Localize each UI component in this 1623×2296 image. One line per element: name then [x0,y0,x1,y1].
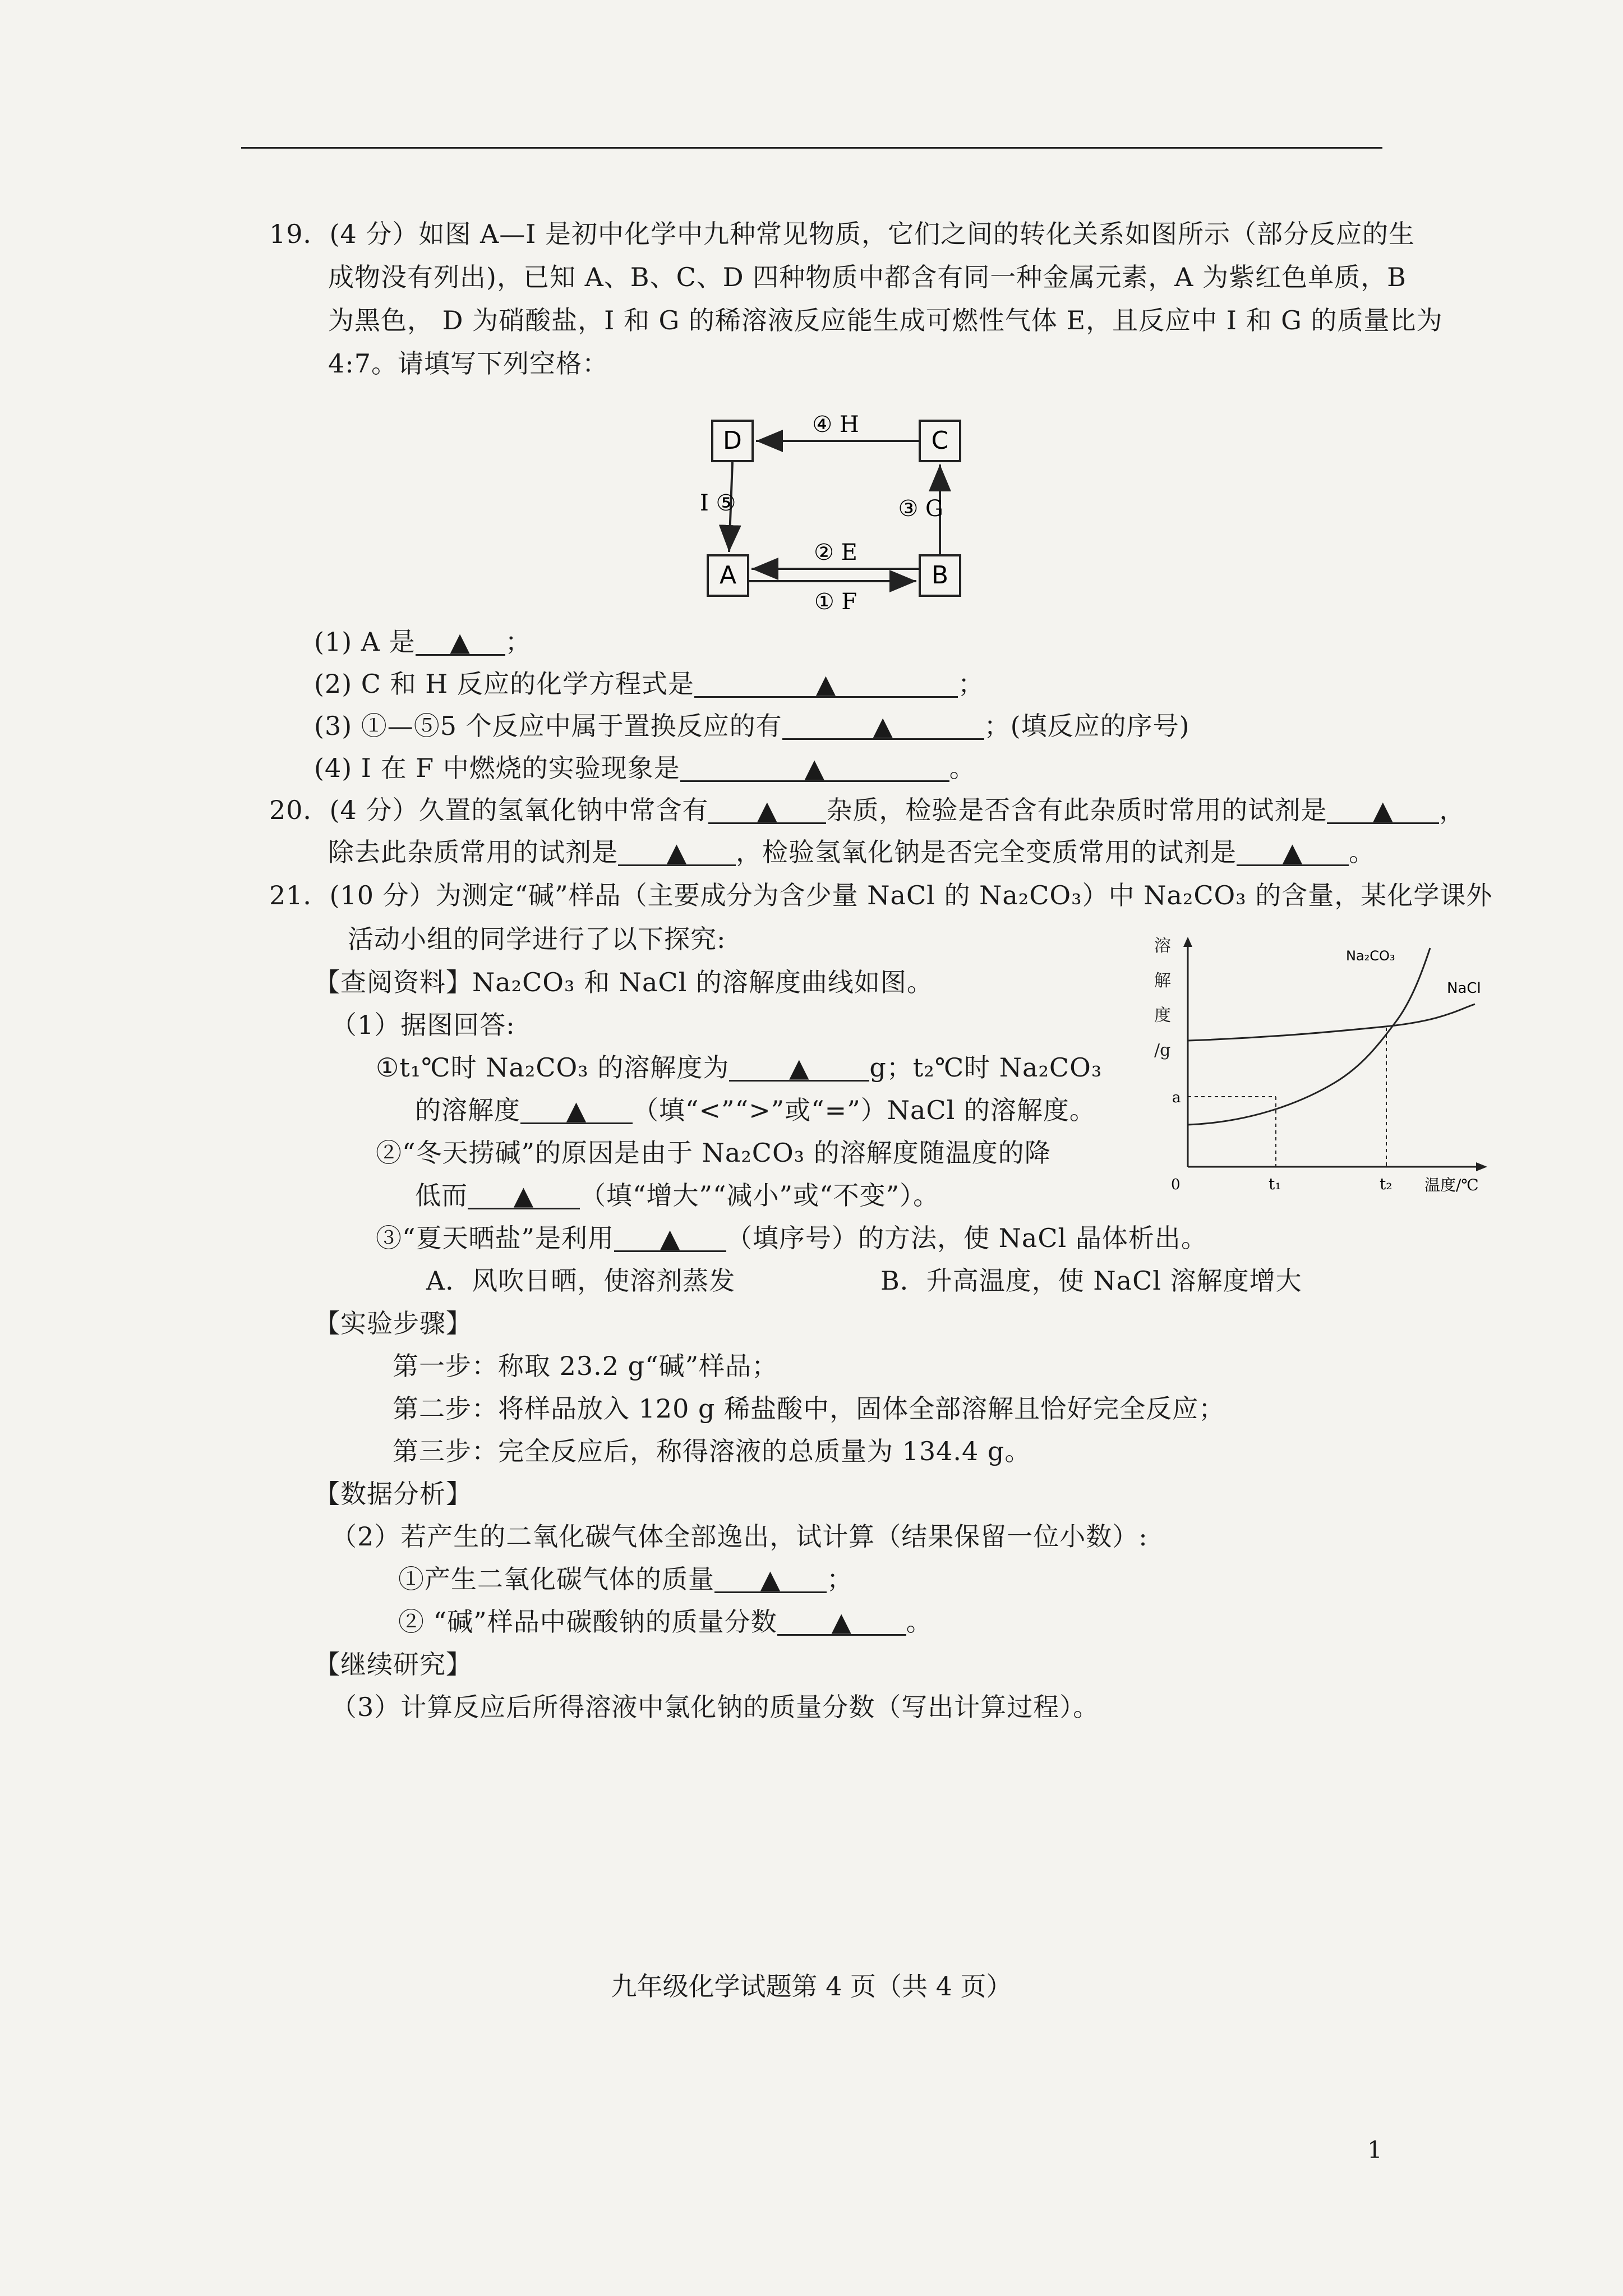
page-footer: 九年级化学试题第 4 页（共 4 页） [611,1971,1012,2001]
q19-sub4-text: (4) I 在 F 中燃烧的实验现象是 [314,753,680,783]
answer-blank[interactable] [714,1564,827,1594]
q21-part2-2 [398,1605,933,1638]
blank-triangle: ▲ [666,837,688,867]
answer-blank[interactable] [416,629,505,656]
q19-sub3-end: ；(填反应的序号) [984,711,1190,741]
q20-l2-text2: ，检验氢氧化钠是否完全变质常用的试剂是 [736,837,1237,867]
label-arrow-4-h: ④ H [812,412,859,438]
q21-part1-2b [415,1179,939,1212]
step1: 第一步：称取 23.2 g“碱”样品； [393,1351,778,1381]
q20-l1-text: 20．(4 分）久置的氢氧化钠中常含有 [269,795,709,825]
y-axis-label-3: 度 [1154,1006,1171,1025]
q21-reference: 【查阅资料】Na₂CO₃ 和 NaCl 的溶解度曲线如图。 [314,967,933,997]
page-number: 1 [1367,2136,1382,2164]
q19-sub2-end: ； [957,669,984,699]
q19-sub1-end: ； [505,627,532,657]
q20-l2-text: 除去此杂质常用的试剂是 [328,837,618,867]
answer-blank[interactable] [782,711,984,741]
q21-p2-1-text: ①产生二氧化碳气体的质量 [398,1564,714,1594]
q21-part1-3 [376,1222,1207,1254]
step2: 第二步：将样品放入 120 g 稀盐酸中，固体全部溶解且恰好完全反应； [393,1393,1225,1424]
q21-part1: （1）据图回答: [331,1010,515,1040]
q21-p1-1-text2: g；t₂℃时 Na₂CO₃ [869,1052,1103,1083]
answer-blank[interactable] [694,671,958,698]
x-tick-t2: t₂ [1380,1175,1393,1193]
q21-p1-3-text2: （填序号）的方法，使 NaCl 晶体析出。 [726,1223,1207,1253]
x-tick-t1: t₁ [1269,1175,1281,1193]
series-nacl-line [1188,1004,1475,1041]
q21-part2-1 [398,1563,853,1595]
q20-line2 [328,836,1375,868]
label-arrow-1-f: ① F [814,589,857,615]
node-a: A [719,561,737,590]
q21-line1: 21．(10 分）为测定“碱”样品（主要成分为含少量 NaCl 的 Na₂CO₃）中 Na₂CO₃ 的含量，某化学课外 [269,880,1493,910]
y-tick-a: a [1172,1089,1181,1106]
answer-blank[interactable] [618,837,736,867]
q21-p1-1-text: ①t₁℃时 Na₂CO₃ 的溶解度为 [376,1052,730,1083]
series-na2co3-line [1188,948,1430,1125]
step3: 第三步：完全反应后，称得溶液的总质量为 134.4 g。 [393,1436,1031,1466]
blank-triangle: ▲ [1373,795,1394,825]
answer-blank[interactable] [777,1609,906,1636]
blank-triangle: ▲ [566,1095,587,1125]
data-analysis-heading: 【数据分析】 [314,1479,472,1509]
q21-p1-2-text: 低而 [415,1180,468,1211]
blank-triangle: ▲ [450,627,471,657]
option-a: A．风吹日晒，使溶剂蒸发 [426,1266,736,1296]
experiment-steps-heading: 【实验步骤】 [314,1308,472,1338]
blank-triangle: ▲ [660,1223,681,1253]
q19-sub1 [314,625,532,658]
y-axis-label-1: 溶 [1154,936,1171,956]
q20-line1 [269,794,1465,826]
answer-blank[interactable] [614,1223,726,1253]
q21-p2-2-end: 。 [906,1607,933,1637]
q19-sub4-end: 。 [949,753,976,783]
q19-sub1-text: (1) A 是 [314,627,416,657]
q21-part2: （2）若产生的二氧化碳气体全部逸出，试计算（结果保留一位小数）: [331,1521,1148,1552]
q21-p1-2-text2: （填“增大”“减小”或“不变”）。 [580,1180,940,1211]
conversion-diagram [695,409,1009,623]
q21-p1-1-text4: （填“<”“>”或“=”）NaCl 的溶解度。 [633,1095,1096,1125]
blank-triangle: ▲ [513,1180,534,1211]
series-label-nacl: NaCl [1447,980,1481,997]
header-rule [241,147,1382,149]
blank-triangle: ▲ [757,795,778,825]
q21-p2-2-text: ② “碱”样品中碳酸钠的质量分数 [398,1607,777,1637]
node-b: B [931,561,949,590]
solubility-chart [1144,931,1503,1200]
q19-sub4 [314,752,976,784]
answer-blank[interactable] [708,795,826,825]
q20-l2-end: 。 [1349,837,1375,867]
q21-p2-1-end: ； [827,1564,853,1594]
answer-blank[interactable] [729,1052,869,1083]
q21-part3: （3）计算反应后所得溶液中氯化钠的质量分数（写出计算过程）。 [331,1692,1100,1722]
q19-sub2 [314,668,984,700]
y-axis-label-4: /g [1154,1041,1171,1060]
q20-l1-end: ， [1439,795,1466,825]
blank-triangle: ▲ [831,1607,852,1637]
x-axis-arrow [1476,1162,1487,1171]
q21-part1-1 [376,1051,1102,1084]
answer-blank[interactable] [680,753,949,783]
node-d: D [723,426,742,455]
blank-triangle: ▲ [789,1052,810,1083]
blank-triangle: ▲ [873,711,893,741]
label-arrow-2-e: ② E [814,540,857,565]
node-c: C [931,426,949,455]
series-label-na2co3: Na₂CO₃ [1346,948,1395,964]
answer-blank[interactable] [520,1095,633,1125]
x-axis-label: 温度/℃ [1424,1176,1479,1194]
q19-sub3-text: (3) ①—⑤5 个反应中属于置换反应的有 [314,711,782,741]
q21-part1-2: ②“冬天捞碱”的原因是由于 Na₂CO₃ 的溶解度随温度的降 [376,1138,1051,1168]
label-arrow-3-g: ③ G [898,496,943,522]
y-axis-label-2: 解 [1154,971,1171,991]
origin-label: 0 [1171,1176,1181,1193]
further-research-heading: 【继续研究】 [314,1649,472,1680]
q21-p1-3-text: ③“夏天晒盐”是利用 [376,1223,615,1253]
y-axis-arrow [1183,937,1192,947]
q19-sub3 [314,710,1190,742]
q20-l1-text2: 杂质，检验是否含有此杂质时常用的试剂是 [826,795,1327,825]
q19-line2: 成物没有列出)，已知 A、B、C、D 四种物质中都含有同一种金属元素，A 为紫红色单质，B [328,262,1407,292]
answer-blank[interactable] [1237,837,1349,867]
blank-triangle: ▲ [815,669,837,699]
option-b: B．升高温度，使 NaCl 溶解度增大 [880,1266,1302,1296]
answer-blank[interactable] [468,1180,580,1211]
q21-p1-1-text3: 的溶解度 [415,1095,520,1125]
q21-part1-1b [415,1094,1096,1126]
q19-line1: 19．(4 分）如图 A—I 是初中化学中九种常见物质，它们之间的转化关系如图所示（部分反应的生 [269,219,1415,249]
answer-blank[interactable] [1327,795,1439,825]
q21-line2: 活动小组的同学进行了以下探究: [348,924,726,954]
blank-triangle: ▲ [1282,837,1303,867]
label-arrow-5-i: I ⑤ [700,490,736,516]
blank-triangle: ▲ [760,1564,781,1594]
q19-sub2-text: (2) C 和 H 反应的化学方程式是 [314,669,694,699]
q19-line4: 4:7。请填写下列空格： [328,348,609,379]
blank-triangle: ▲ [804,753,825,783]
q19-line3: 为黑色， D 为硝酸盐，I 和 G 的稀溶液反应能生成可燃性气体 E，且反应中 I 和 G 的质量比为 [328,305,1443,335]
